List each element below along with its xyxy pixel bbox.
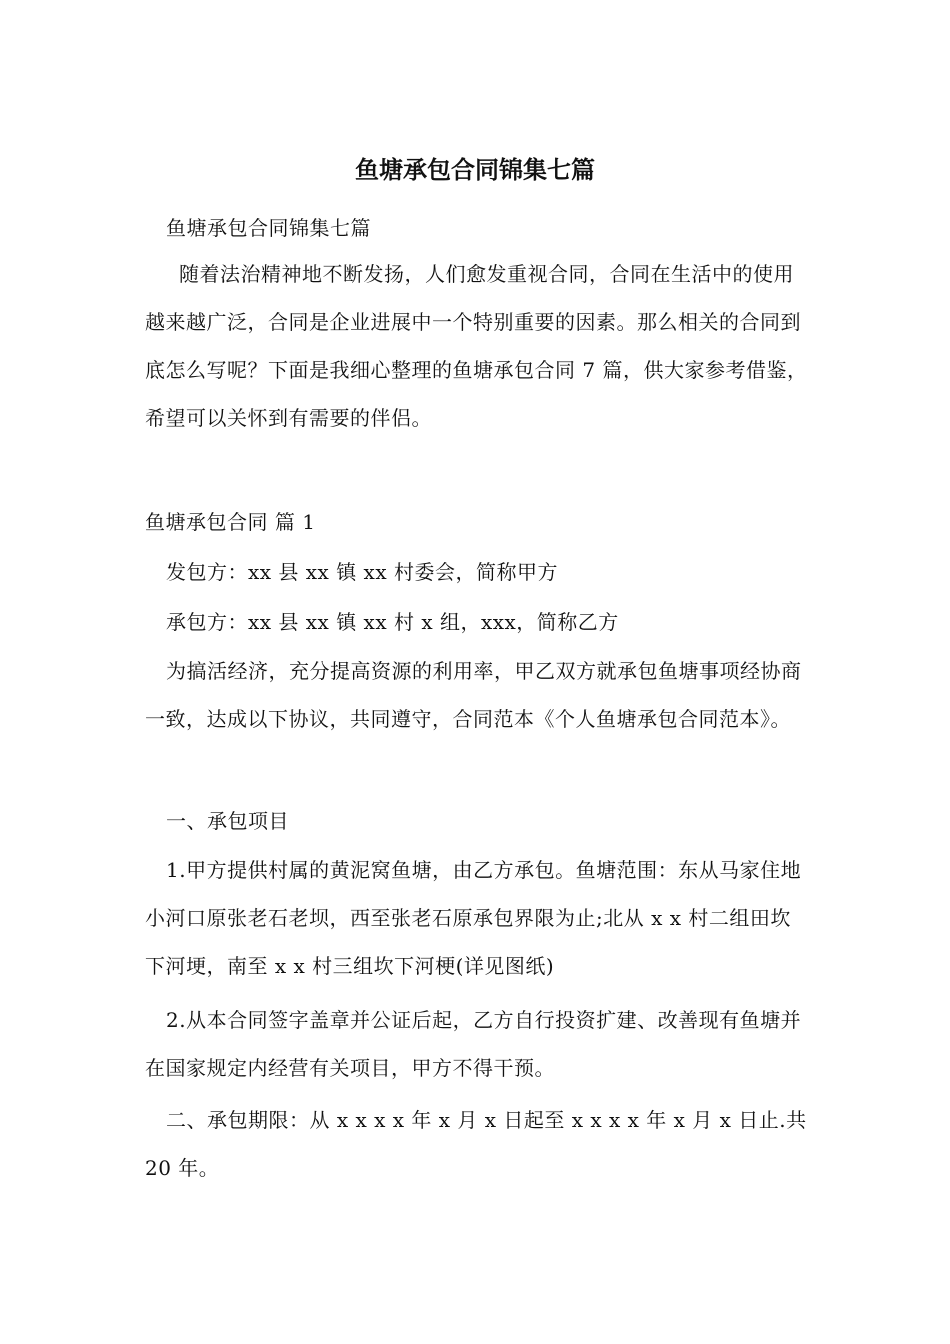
document-title: 鱼塘承包合同锦集七篇 xyxy=(355,156,595,184)
party-b-line: 承包方：xx 县 xx 镇 xx 村 x 组，xxx，简称乙方 xyxy=(166,610,619,634)
item1-clause-2: 2.从本合同签字盖章并公证后起，乙方自行投资扩建、改善现有鱼塘并在国家规定内经营有关项目，甲方不得干预。 xyxy=(145,1008,802,1080)
party-a-line: 发包方：xx 县 xx 镇 xx 村委会，简称甲方 xyxy=(166,560,558,584)
item1-heading: 一、承包项目 xyxy=(166,809,289,833)
item1-clause-1: 1.甲方提供村属的黄泥窝鱼塘，由乙方承包。鱼塘范围：东从马家住地小河口原张老石老坝，西至张老石原承包界限为止;北从 x x 村二组田坎下河埂，南至 x x 村三组坎下河梗(详见图纸) xyxy=(145,858,802,978)
document-subtitle: 鱼塘承包合同锦集七篇 xyxy=(166,216,371,240)
intro-paragraph: 随着法治精神地不断发扬，人们愈发重视合同，合同在生活中的使用越来越广泛，合同是企业进展中一个特别重要的因素。那么相关的合同到底怎么写呢？下面是我细心整理的鱼塘承包合同 7 篇，供大家参考借鉴，希望可以关怀到有需要的伴侣。 xyxy=(145,262,808,430)
preamble-paragraph: 为搞活经济，充分提高资源的利用率，甲乙双方就承包鱼塘事项经协商一致，达成以下协议，共同遵守，合同范本《个人鱼塘承包合同范本》。 xyxy=(145,659,802,731)
section-heading: 鱼塘承包合同 篇 1 xyxy=(145,510,316,534)
item2-paragraph: 二、承包期限：从 x x x x 年 x 月 x 日起至 x x x x 年 x 月 x 日止.共 20 年。 xyxy=(145,1108,807,1180)
